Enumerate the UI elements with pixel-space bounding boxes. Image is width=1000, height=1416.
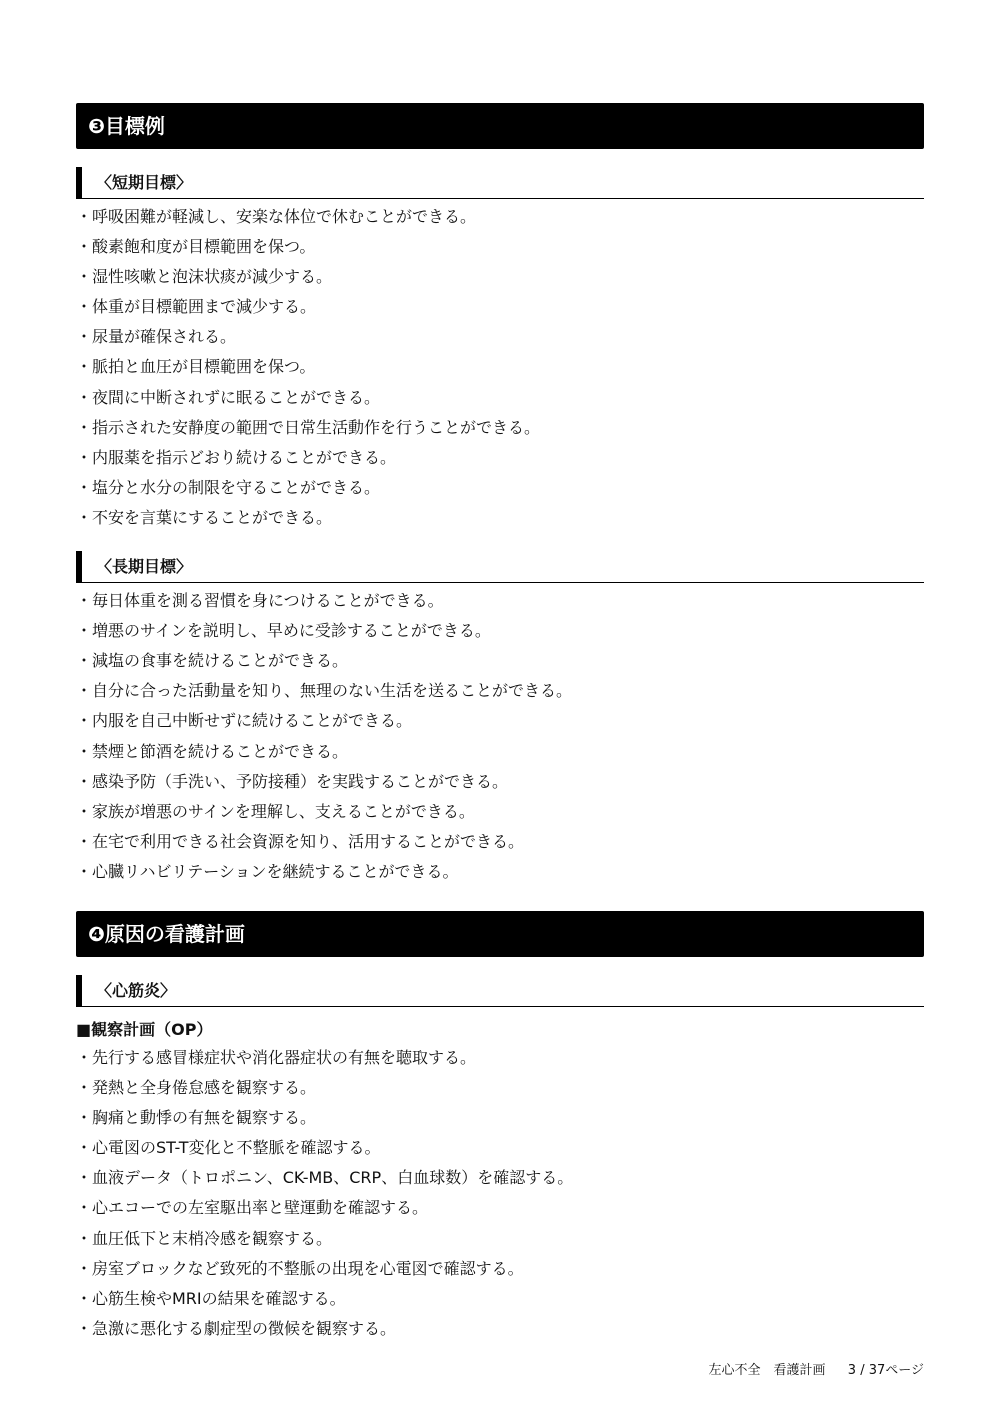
list-item: ・夜間に中断されずに眠ることができる。	[76, 387, 381, 407]
document-page	[76, 103, 924, 1344]
list-item: ・房室ブロックなど致死的不整脈の出現を心電図で確認する。	[76, 1258, 524, 1278]
list-item: ・呼吸困難が軽減し、安楽な体位で休むことができる。	[76, 207, 477, 226]
list-item: ・禁煙と節酒を続けることができる。	[76, 741, 349, 761]
list-item: ・血圧低下と末梢冷感を観察する。	[76, 1228, 333, 1248]
section-title-goals: ❸目標例	[76, 103, 924, 149]
section-title-nursing-plan: ❹原因の看護計画	[76, 911, 924, 957]
list-item: ・急激に悪化する劇症型の徴候を観察する。	[76, 1318, 397, 1338]
list-item: ・先行する感冒様症状や消化器症状の有無を聴取する。	[76, 1047, 477, 1067]
list-item: ・家族が増悪のサインを理解し、支えることができる。	[76, 801, 475, 821]
list-item: ・尿量が確保される。	[76, 327, 237, 347]
list-item: ・不安を言葉にすることができる。	[76, 507, 333, 527]
list-item: ・内服を自己中断せずに続けることができる。	[76, 711, 413, 731]
list-item: ・在宅で利用できる社会資源を知り、活用することができる。	[76, 831, 525, 851]
list-item: ・湿性咳嗽と泡沫状痰が減少する。	[76, 267, 333, 287]
list-item: ・脈拍と血圧が目標範囲を保つ。	[76, 357, 316, 377]
list-item: ・減塩の食事を続けることができる。	[76, 651, 349, 671]
list-item: ・酸素飽和度が目標範囲を保つ。	[76, 237, 316, 257]
page-number: 3 / 37ページ	[847, 1363, 924, 1378]
list-item: ・血液データ（トロポニン、CK-MB、CRP、白血球数）を確認する。	[76, 1168, 574, 1188]
myocarditis-heading: 〈心筋炎〉	[76, 975, 924, 1007]
list-item: ・発熱と全身倦怠感を観察する。	[76, 1078, 317, 1098]
list-item: ・心電図のST-T変化と不整脈を確認する。	[76, 1138, 381, 1158]
observation-plan-label: ■観察計画（OP）	[76, 1019, 213, 1039]
list-item: ・内服薬を指示どおり続けることができる。	[76, 447, 397, 467]
list-item: ・心臓リハビリテーションを継続することができる。	[76, 861, 459, 881]
list-item: ・自分に合った活動量を知り、無理のない生活を送ることができる。	[76, 681, 573, 701]
list-item: ・胸痛と動悸の有無を観察する。	[76, 1108, 317, 1128]
list-item: ・毎日体重を測る習慣を身につけることができる。	[76, 591, 444, 611]
long-term-goals-heading: 〈長期目標〉	[76, 551, 924, 583]
list-item: ・増悪のサインを説明し、早めに受診することができる。	[76, 621, 491, 641]
page-footer	[709, 1359, 925, 1378]
short-term-goals-list	[76, 202, 924, 533]
footer-doc-title: 左心不全 看護計画	[708, 1363, 826, 1378]
list-item: ・感染予防（手洗い、予防接種）を実践することができる。	[76, 771, 509, 791]
short-term-goals-heading: 〈短期目標〉	[76, 167, 924, 199]
observation-plan-list	[76, 1043, 924, 1344]
list-item: ・心筋生検やMRIの結果を確認する。	[76, 1288, 346, 1308]
list-item: ・塩分と水分の制限を守ることができる。	[76, 477, 381, 497]
long-term-goals-list	[76, 586, 924, 887]
list-item: ・体重が目標範囲まで減少する。	[76, 297, 317, 317]
list-item: ・心エコーでの左室駆出率と壁運動を確認する。	[76, 1198, 429, 1218]
list-item: ・指示された安静度の範囲で日常生活動作を行うことができる。	[76, 417, 541, 437]
